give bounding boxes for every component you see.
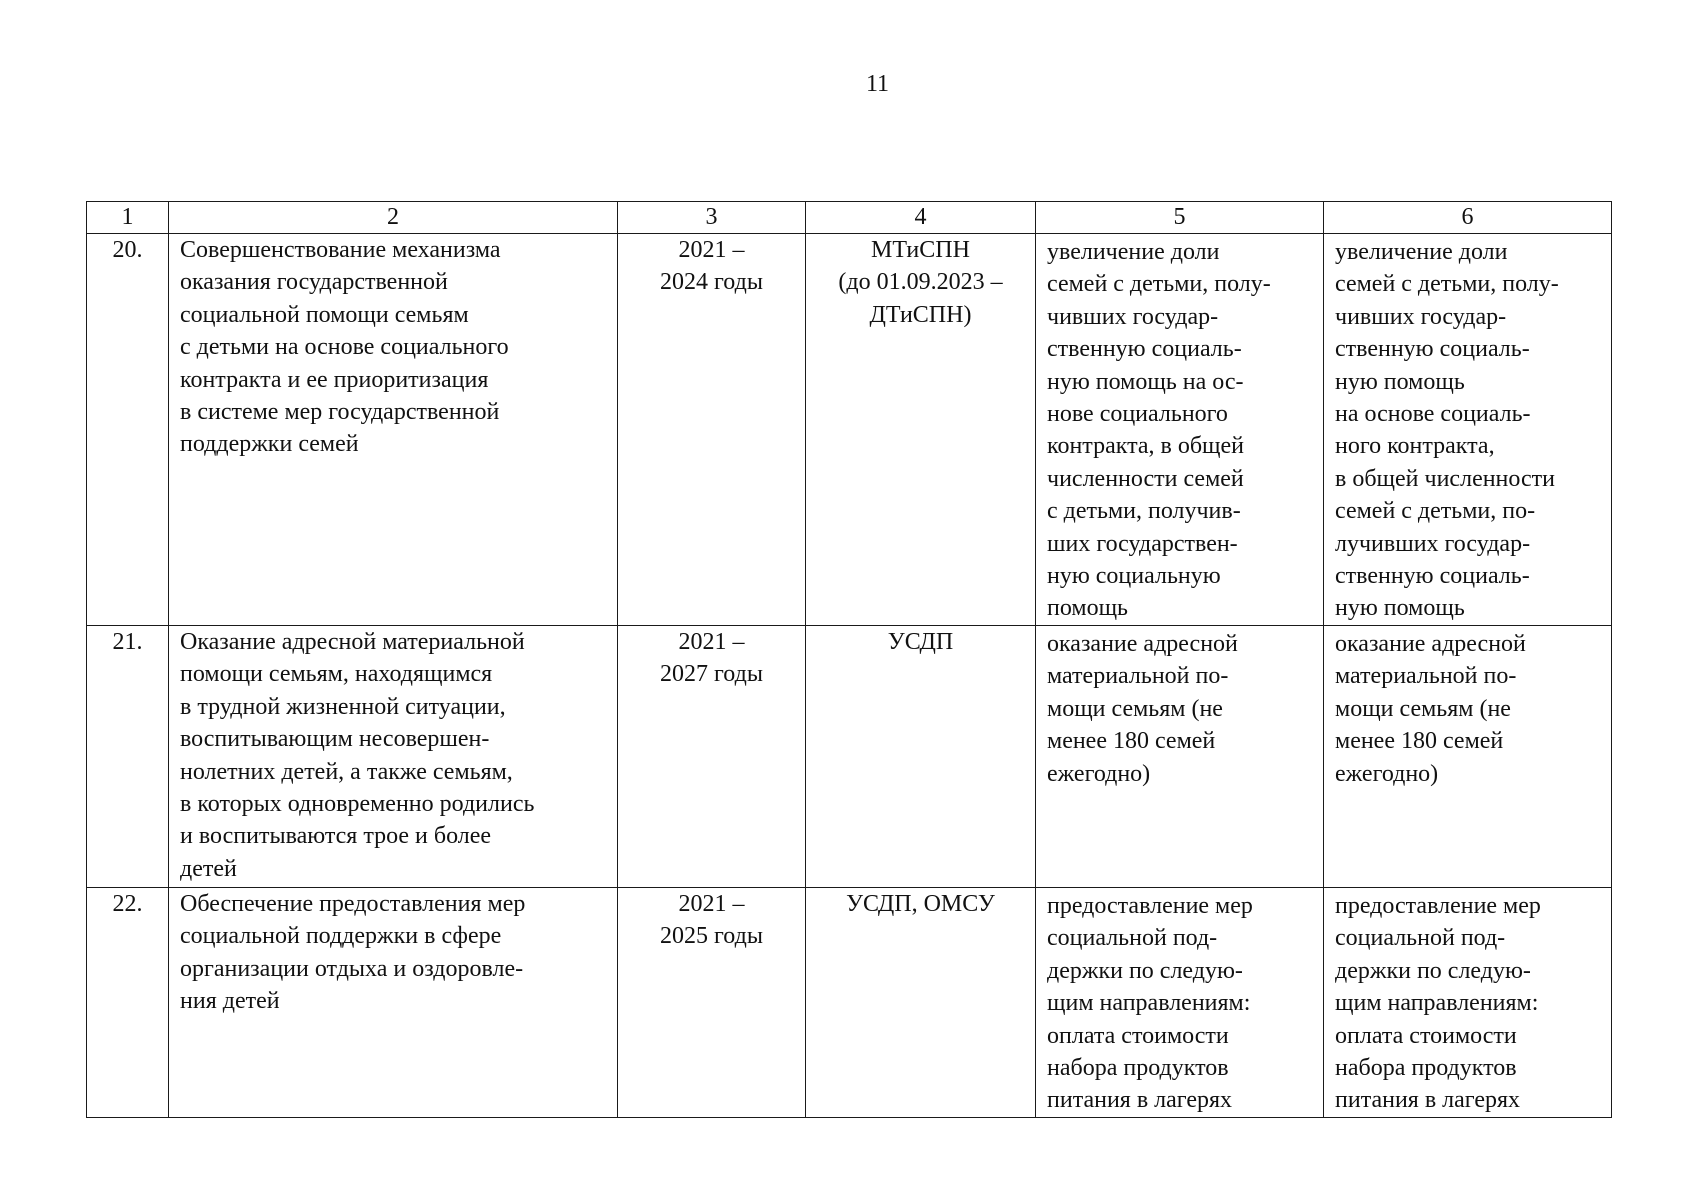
row-number: 20. [87, 234, 169, 626]
measure-result: увеличение доли семей с детьми, полу- чивших государ- ственную социаль- ную помощь на ос- нове социального контракта, в общей численности семей с детьми, получив- ших государствен- ную социальную помощь [1036, 234, 1324, 626]
table-header-row [87, 202, 1612, 234]
measure-indicator: оказание адресной материальной по- мощи семьям (не менее 180 семей ежегодно) [1324, 625, 1612, 887]
column-header: 1 [87, 202, 169, 234]
measure-period: 2021 – 2025 годы [618, 887, 806, 1117]
table-row [87, 234, 1612, 626]
measure-result: предоставление мер социальной под- держки по следую- щим направлениям: оплата стоимости набора продуктов питания в лагерях [1036, 887, 1324, 1117]
measure-indicator: увеличение доли семей с детьми, полу- чивших государ- ственную социаль- ную помощь на основе социаль- ного контракта, в общей численности семей с детьми, по- лучивших государ- ственную социаль- ную помощь [1324, 234, 1612, 626]
column-header: 2 [169, 202, 618, 234]
table-row [87, 625, 1612, 887]
measure-name: Совершенствование механизма оказания государственной социальной помощи семьям с детьми на основе социального контракта и ее приоритизация в системе мер государственной поддержки семей [169, 234, 618, 626]
measure-responsible: УСДП [806, 625, 1036, 887]
page-number: 11 [865, 71, 890, 97]
row-number: 21. [87, 625, 169, 887]
column-header: 6 [1324, 202, 1612, 234]
measure-responsible: МТиСПН (до 01.09.2023 – ДТиСПН) [806, 234, 1036, 626]
measures-table [86, 201, 1612, 1118]
column-header: 5 [1036, 202, 1324, 234]
measure-name: Обеспечение предоставления мер социальной поддержки в сфере организации отдыха и оздоровле- ния детей [169, 887, 618, 1117]
column-header: 4 [806, 202, 1036, 234]
table-row [87, 887, 1612, 1117]
measure-name: Оказание адресной материальной помощи семьям, находящимся в трудной жизненной ситуации, воспитывающим несовершен- нолетних детей, а также семьям, в которых одновременно родились и воспитываются трое и более детей [169, 625, 618, 887]
measure-period: 2021 – 2027 годы [618, 625, 806, 887]
column-header: 3 [618, 202, 806, 234]
row-number: 22. [87, 887, 169, 1117]
measure-period: 2021 – 2024 годы [618, 234, 806, 626]
measure-indicator: предоставление мер социальной под- держки по следую- щим направлениям: оплата стоимости набора продуктов питания в лагерях [1324, 887, 1612, 1117]
measure-result: оказание адресной материальной по- мощи семьям (не менее 180 семей ежегодно) [1036, 625, 1324, 887]
measure-responsible: УСДП, ОМСУ [806, 887, 1036, 1117]
